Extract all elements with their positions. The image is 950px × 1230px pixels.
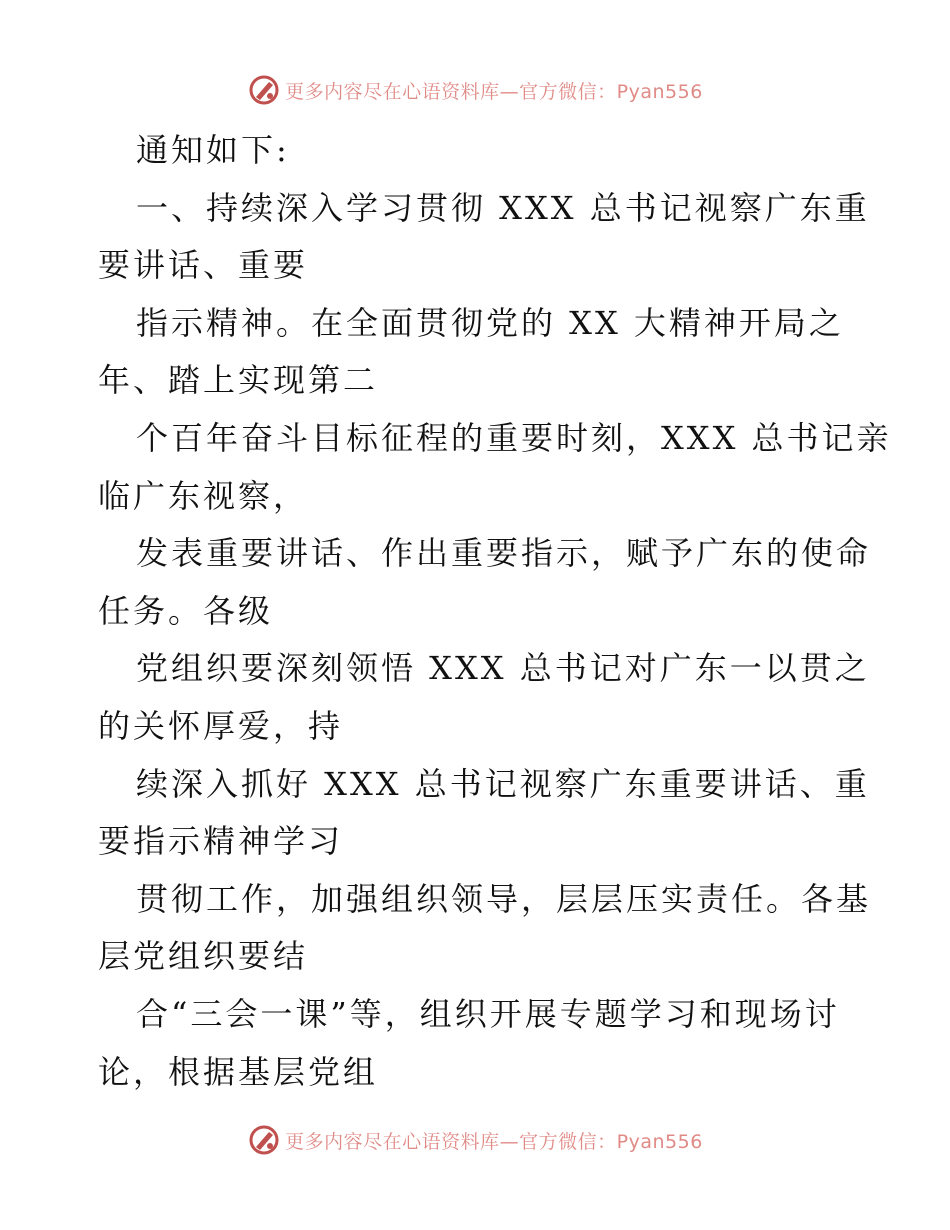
header-watermark [0,70,950,110]
paragraph-line: 论，根据基层党组 [98,1052,379,1091]
paragraph-line: 通知如下: [136,131,290,169]
paragraph-line: 要指示精神学习 [98,822,344,861]
paragraph-line: 贯彻工作，加强组织领导，层层压实责任。各基 [136,879,872,918]
watermark-text: 更多内容尽在心语资料库—官方微信：Pyan556 [285,80,703,103]
paragraph-line: 临广东视察， [98,476,309,515]
paragraph-line: 的关怀厚爱，持 [98,706,344,745]
ink-pen-logo-icon [247,73,281,107]
document-body [98,122,892,1101]
paragraph-line: 续深入抓好 XXX 总书记视察广东重要讲话、重 [136,764,870,803]
paragraph-line: 个百年奋斗目标征程的重要时刻，XXX 总书记亲 [136,418,892,457]
paragraph-line: 党组织要深刻领悟 XXX 总书记对广东一以贯之 [136,649,870,688]
paragraph-line: 要讲话、重要 [98,246,309,285]
paragraph-line: 一、持续深入学习贯彻 XXX 总书记视察广东重 [136,188,870,227]
paragraph-line: 层党组织要结 [98,937,309,976]
paragraph-line: 指示精神。在全面贯彻党的 XX 大精神开局之 [136,303,844,342]
paragraph-line: 年、踏上实现第二 [98,361,379,400]
paragraph-line: 合“三会一课”等，组织开展专题学习和现场讨 [136,994,840,1033]
watermark-text: 更多内容尽在心语资料库—官方微信：Pyan556 [285,1130,703,1153]
footer-watermark [0,1120,950,1160]
ink-pen-logo-icon [247,1123,281,1157]
paragraph-line: 任务。各级 [98,591,274,630]
paragraph-line: 发表重要讲话、作出重要指示，赋予广东的使命 [136,534,872,573]
